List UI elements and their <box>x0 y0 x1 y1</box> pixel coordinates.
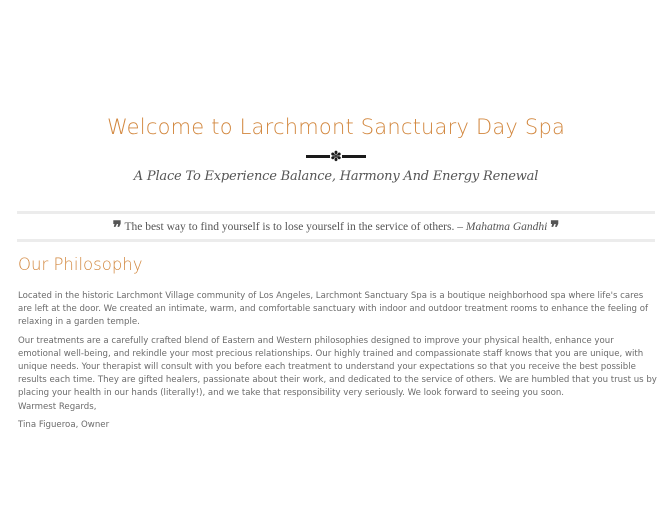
flower-ornament-icon: ✽ <box>330 148 342 164</box>
divider-bar-right <box>342 155 366 158</box>
open-quote-icon: ❞ <box>112 218 122 237</box>
signature: Tina Figueroa, Owner <box>18 420 110 431</box>
philosophy-paragraph-2: Our treatments are a carefully crafted blend of Eastern and Western philosophies designed to improve your physical health, enhance your emotional well-being, and rekindle your most precious relationships. Our highly trained and compassionate staff knows that you are unique, with unique needs. Your therapist will consult with you before each treatment to understand your expectations so that you receive the best possible results each time. They are gifted healers, passionate about their work, and dedicated to the service of others. We are humbled that you trust us by placing your health in our hands (literally!), and we take that responsibility very seriously. We look forward to seeing you soon. <box>18 335 657 399</box>
philosophy-paragraph-1: Located in the historic Larchmont Village community of Los Angeles, Larchmont Sanctuary Spa is a boutique neighborhood spa where life's cares are left at the door. We created an intimate, warm, and comfortable sanctuary with indoor and outdoor treatment rooms to enhance the feeling of relaxing in a garden temple. <box>18 291 649 328</box>
tagline: A Place To Experience Balance, Harmony And Energy Renewal <box>133 169 539 184</box>
quote-band <box>17 211 655 242</box>
close-quote-icon: ❞ <box>550 218 560 237</box>
quote-text: The best way to find yourself is to lose yourself in the service of others. – <box>124 221 463 233</box>
divider-bar-left <box>306 155 330 158</box>
closing-line: Warmest Regards, <box>18 401 97 412</box>
philosophy-body <box>18 290 658 433</box>
quote-author: Mahatma Gandhi <box>465 221 548 233</box>
title-divider <box>276 148 396 164</box>
hero-section <box>0 112 672 187</box>
page-title: Welcome to Larchmont Sanctuary Day Spa <box>106 115 566 139</box>
philosophy-heading: Our Philosophy <box>18 255 143 274</box>
